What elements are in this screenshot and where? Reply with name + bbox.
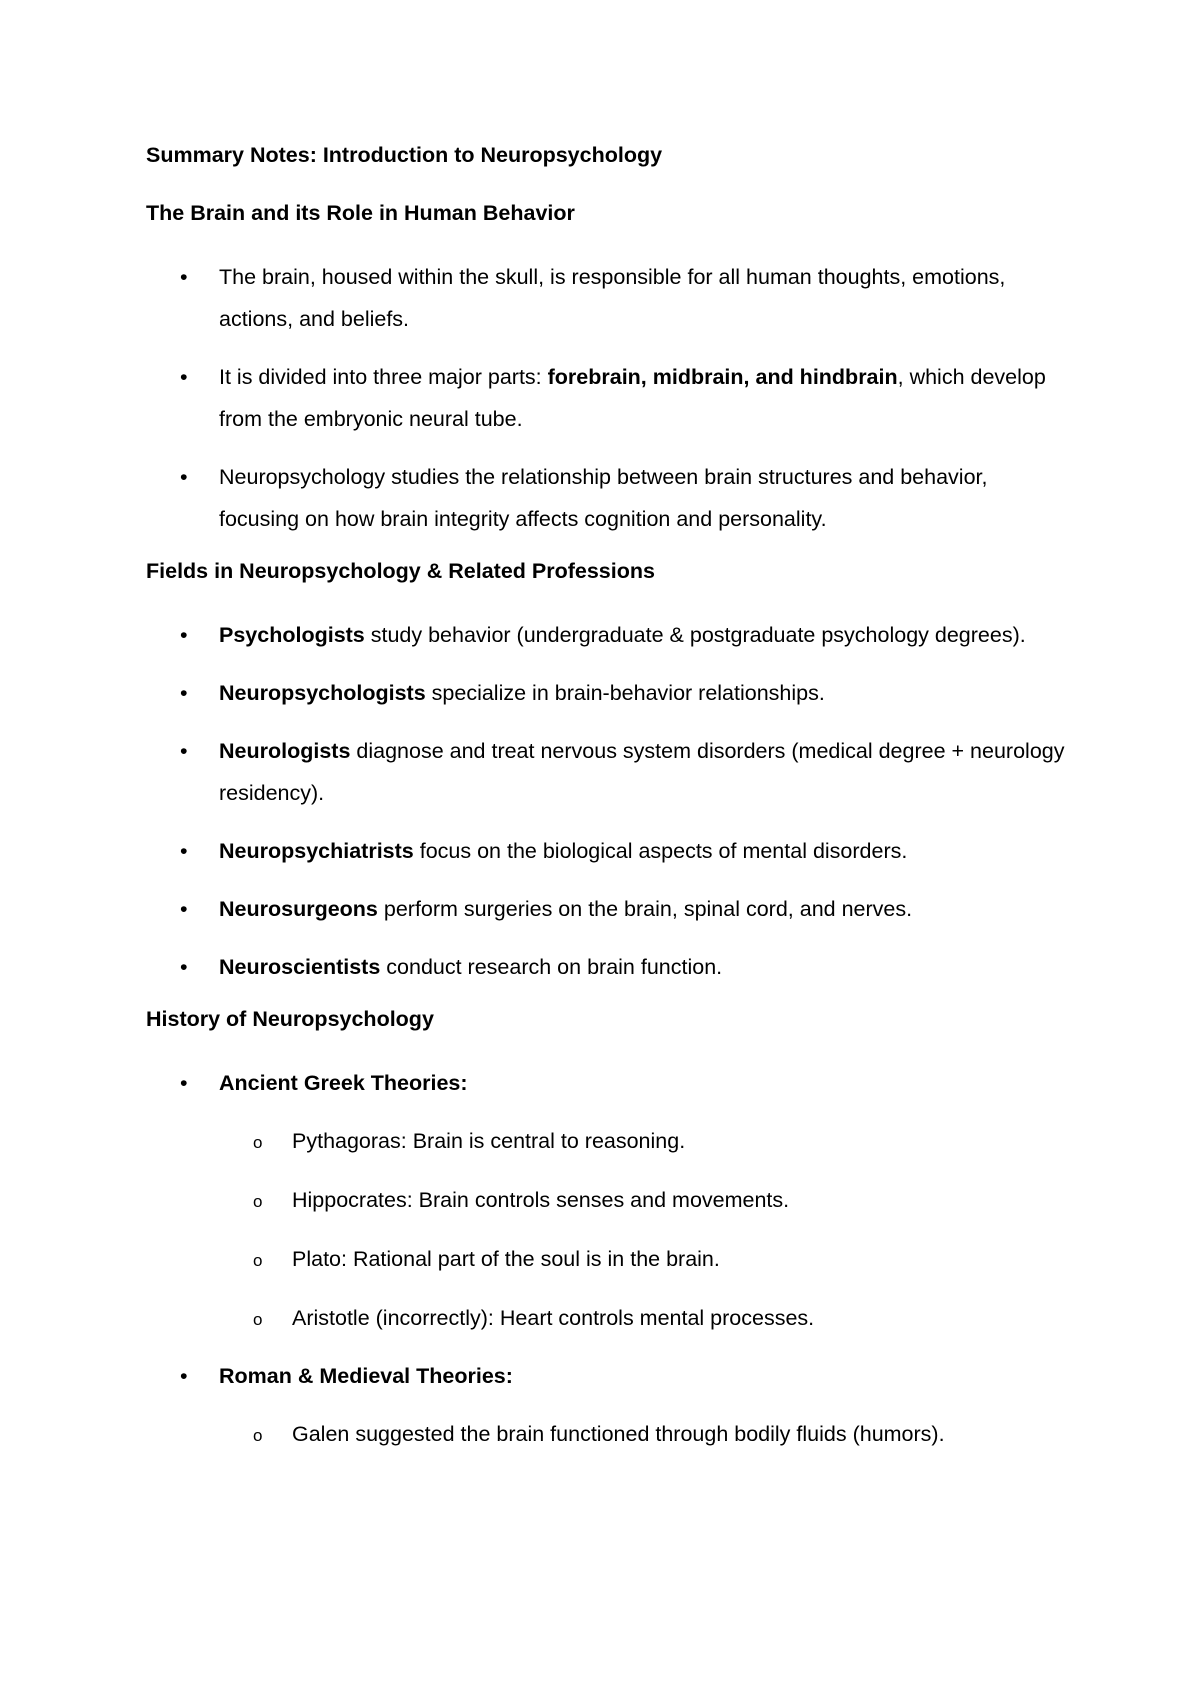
list-item [146, 1355, 1066, 1455]
sub-list-item-text: Hippocrates: Brain controls senses and movements. [292, 1188, 790, 1212]
profession-name: Neuroscientists [219, 955, 381, 979]
list-item [146, 888, 1066, 930]
list-item [146, 456, 1066, 540]
list-item-text-post: , which develop from the embryonic neural tube. [219, 365, 1046, 431]
list-item [146, 614, 1066, 656]
list-item-text-pre: It is divided into three major parts: [219, 365, 548, 389]
document-page [146, 140, 1066, 1471]
list-item-text: Neuropsychology studies the relationship between brain structures and behavior, focusing on how brain integrity affects cognition and personality. [219, 465, 988, 531]
list-item [146, 256, 1066, 340]
fields-list [146, 614, 1066, 988]
document-title: Summary Notes: Introduction to Neuropsychology [146, 143, 663, 167]
sub-list-item [219, 1120, 1066, 1162]
profession-name: Neuropsychiatrists [219, 839, 414, 863]
profession-description: focus on the biological aspects of mental disorders. [413, 839, 908, 863]
circle-bullet-icon: o [253, 1192, 263, 1211]
bullet-icon: • [180, 623, 188, 647]
bullet-icon: • [180, 265, 188, 289]
profession-name: Neuropsychologists [219, 681, 426, 705]
profession-name: Neurosurgeons [219, 897, 378, 921]
list-item [146, 946, 1066, 988]
brain-role-list [146, 256, 1066, 540]
profession-description: conduct research on brain function. [380, 955, 723, 979]
bullet-icon: • [180, 465, 188, 489]
bullet-icon: • [180, 681, 188, 705]
list-item [146, 672, 1066, 714]
sub-list-item-text: Aristotle (incorrectly): Heart controls mental processes. [292, 1306, 815, 1330]
bullet-icon: • [180, 365, 188, 389]
sub-list-item [219, 1413, 1066, 1455]
history-sub-list [146, 1120, 1066, 1339]
bullet-icon: • [180, 897, 188, 921]
circle-bullet-icon: o [253, 1251, 263, 1270]
sub-list-item [219, 1297, 1066, 1339]
section-heading-history: History of Neuropsychology [146, 1007, 434, 1031]
list-item-text: The brain, housed within the skull, is responsible for all human thoughts, emotions, actions, and beliefs. [219, 265, 1006, 331]
history-list [146, 1062, 1066, 1455]
profession-name: Neurologists [219, 739, 351, 763]
history-group-label: Roman & Medieval Theories: [219, 1364, 513, 1388]
list-item [146, 1062, 1066, 1339]
list-item [146, 356, 1066, 440]
circle-bullet-icon: o [253, 1426, 263, 1445]
history-sub-list [146, 1413, 1066, 1455]
bullet-icon: • [180, 1071, 188, 1095]
list-item [146, 730, 1066, 814]
circle-bullet-icon: o [253, 1133, 263, 1152]
circle-bullet-icon: o [253, 1310, 263, 1329]
history-group-label: Ancient Greek Theories: [219, 1071, 468, 1095]
profession-description: study behavior (undergraduate & postgraduate psychology degrees). [364, 623, 1026, 647]
section-heading-brain-role: The Brain and its Role in Human Behavior [146, 201, 575, 225]
list-item [146, 830, 1066, 872]
profession-description: specialize in brain-behavior relationships. [425, 681, 825, 705]
list-item-bold: forebrain, midbrain, and hindbrain [547, 365, 898, 389]
sub-list-item-text: Galen suggested the brain functioned through bodily fluids (humors). [292, 1422, 945, 1446]
sub-list-item-text: Pythagoras: Brain is central to reasoning. [292, 1129, 686, 1153]
bullet-icon: • [180, 955, 188, 979]
profession-description: diagnose and treat nervous system disorders (medical degree + neurology residency). [219, 739, 1065, 805]
bullet-icon: • [180, 739, 188, 763]
sub-list-item [219, 1179, 1066, 1221]
profession-name: Psychologists [219, 623, 365, 647]
bullet-icon: • [180, 839, 188, 863]
bullet-icon: • [180, 1364, 188, 1388]
section-heading-fields: Fields in Neuropsychology & Related Professions [146, 559, 655, 583]
sub-list-item-text: Plato: Rational part of the soul is in the brain. [292, 1247, 720, 1271]
profession-description: perform surgeries on the brain, spinal cord, and nerves. [377, 897, 913, 921]
sub-list-item [219, 1238, 1066, 1280]
